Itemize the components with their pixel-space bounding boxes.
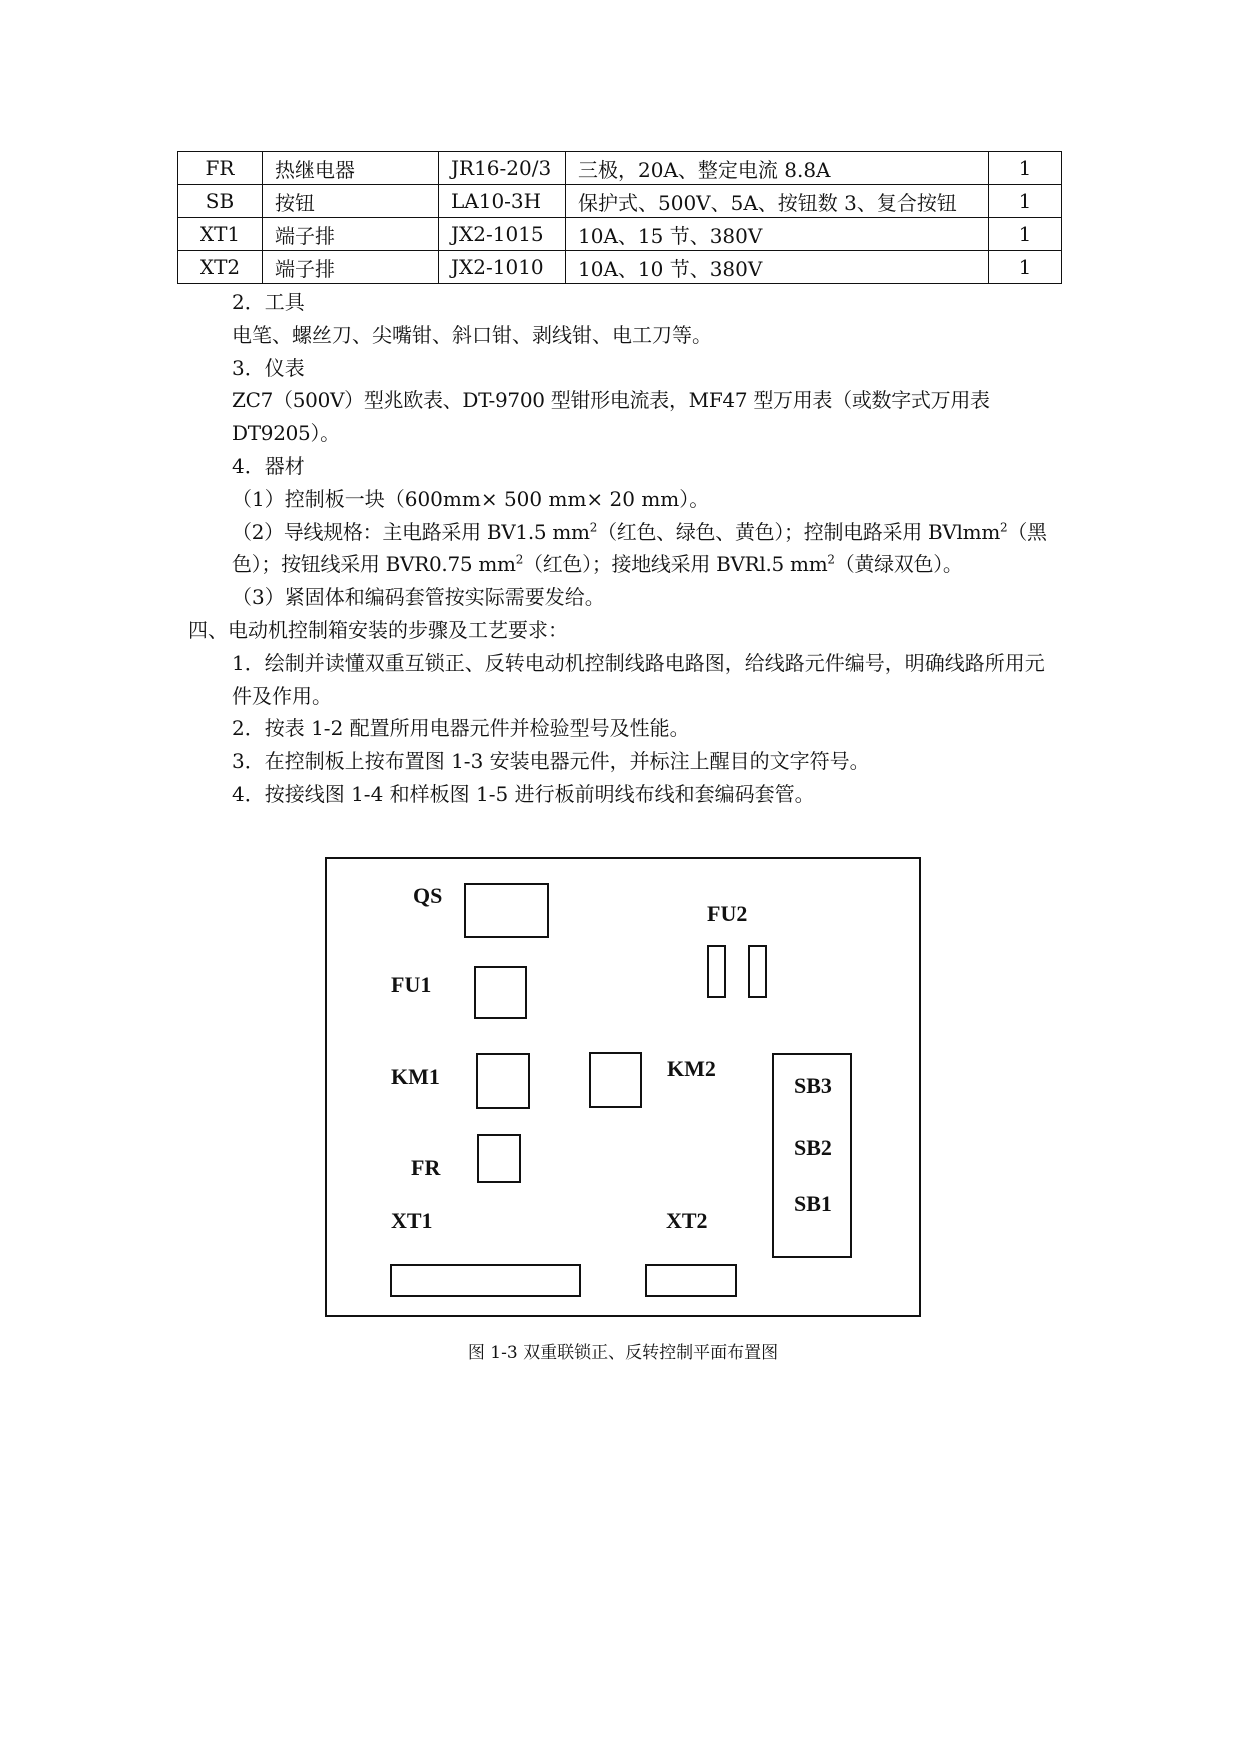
tools-heading: 2．工具 bbox=[232, 290, 305, 314]
label-sb2: SB2 bbox=[794, 1135, 832, 1160]
step-1: 1．绘制并读懂双重互锁正、反转电动机控制线路电路图，给线路元件编号，明确线路所用元件及作用。 bbox=[232, 650, 1045, 708]
cell-name: 热继电器 bbox=[263, 152, 439, 185]
step-2: 2．按表 1-2 配置所用电器元件并检验型号及性能。 bbox=[232, 716, 690, 741]
parts-table bbox=[177, 151, 1062, 284]
label-fr: FR bbox=[411, 1155, 441, 1180]
box-km1 bbox=[476, 1053, 530, 1109]
material-2 bbox=[188, 516, 1062, 582]
cell-spec: 10A、10 节、380V bbox=[566, 251, 989, 284]
material-1: （1）控制板一块（600mm× 500 mm× 20 mm）。 bbox=[232, 486, 710, 511]
cell-spec: 10A、15 节、380V bbox=[566, 218, 989, 251]
box-fu2-left bbox=[707, 945, 726, 998]
box-fr bbox=[477, 1134, 521, 1183]
cell-qty: 1 bbox=[989, 218, 1062, 251]
cell-qty: 1 bbox=[989, 152, 1062, 185]
material-2-d: （红色）；接地线采用 BVRl.5 mm bbox=[523, 552, 828, 577]
label-xt1: XT1 bbox=[391, 1208, 433, 1233]
meters-heading: 3．仪表 bbox=[232, 355, 305, 380]
label-km1: KM1 bbox=[391, 1064, 440, 1089]
superscript: 2 bbox=[1000, 519, 1008, 534]
layout-diagram bbox=[325, 857, 921, 1317]
label-sb3: SB3 bbox=[794, 1073, 832, 1098]
table-row bbox=[178, 218, 1062, 251]
tools-body: 电笔、螺丝刀、尖嘴钳、斜口钳、剥线钳、电工刀等。 bbox=[232, 322, 712, 347]
material-2-e: （黄绿双色）。 bbox=[834, 552, 963, 577]
cell-code: XT1 bbox=[178, 218, 263, 251]
cell-model: JX2-1010 bbox=[439, 251, 566, 284]
label-km2: KM2 bbox=[667, 1056, 716, 1081]
material-3: （3）紧固体和编码套管按实际需要发给。 bbox=[232, 585, 605, 610]
material-2-a: （2）导线规格：主电路采用 BV1.5 mm bbox=[232, 519, 590, 544]
materials-heading: 4．器材 bbox=[232, 453, 305, 478]
body-text bbox=[188, 286, 1062, 811]
superscript: 2 bbox=[827, 552, 835, 567]
box-fu2-right bbox=[748, 945, 767, 998]
cell-name: 端子排 bbox=[263, 251, 439, 284]
superscript: 2 bbox=[515, 552, 524, 567]
meters-body: ZC7（500V）型兆欧表、DT-9700 型钳形电流表，MF47 型万用表（或数字式万用表 DT9205）。 bbox=[232, 388, 990, 446]
box-fu1 bbox=[474, 966, 527, 1019]
label-fu1: FU1 bbox=[391, 972, 432, 997]
table-row bbox=[178, 251, 1062, 284]
cell-name: 端子排 bbox=[263, 218, 439, 251]
label-sb1: SB1 bbox=[794, 1191, 832, 1216]
figure-caption: 图 1-3 双重联锁正、反转控制平面布置图 bbox=[467, 1343, 779, 1363]
material-2-b: （红色、绿色、黄色）；控制电路采用 BVlmm bbox=[597, 519, 1000, 544]
box-qs bbox=[464, 883, 549, 938]
material-2-c: （黑色）；按钮线采用 BVR0.75 mm bbox=[232, 519, 1047, 577]
cell-code: FR bbox=[178, 152, 263, 185]
cell-name: 按钮 bbox=[263, 185, 439, 218]
box-xt1 bbox=[390, 1264, 581, 1297]
step-4: 4．按接线图 1-4 和样板图 1-5 进行板前明线布线和套编码套管。 bbox=[232, 781, 815, 806]
table-row bbox=[178, 152, 1062, 185]
cell-spec: 三极，20A、整定电流 8.8A bbox=[566, 152, 989, 185]
cell-model: LA10-3H bbox=[439, 185, 566, 218]
cell-code: SB bbox=[178, 185, 263, 218]
cell-model: JX2-1015 bbox=[439, 218, 566, 251]
cell-model: JR16-20/3 bbox=[439, 152, 566, 185]
section-4-heading: 四、电动机控制箱安装的步骤及工艺要求： bbox=[188, 617, 568, 642]
table-row bbox=[178, 185, 1062, 218]
cell-code: XT2 bbox=[178, 251, 263, 284]
label-fu2: FU2 bbox=[707, 901, 748, 926]
cell-spec: 保护式、500V、5A、按钮数 3、复合按钮 bbox=[566, 185, 989, 218]
box-km2 bbox=[589, 1052, 642, 1108]
step-3: 3．在控制板上按布置图 1-3 安装电器元件，并标注上醒目的文字符号。 bbox=[232, 749, 870, 774]
label-xt2: XT2 bbox=[666, 1208, 708, 1233]
cell-qty: 1 bbox=[989, 185, 1062, 218]
cell-qty: 1 bbox=[989, 251, 1062, 284]
box-xt2 bbox=[645, 1264, 737, 1297]
superscript: 2 bbox=[589, 519, 598, 534]
label-qs: QS bbox=[413, 883, 443, 908]
